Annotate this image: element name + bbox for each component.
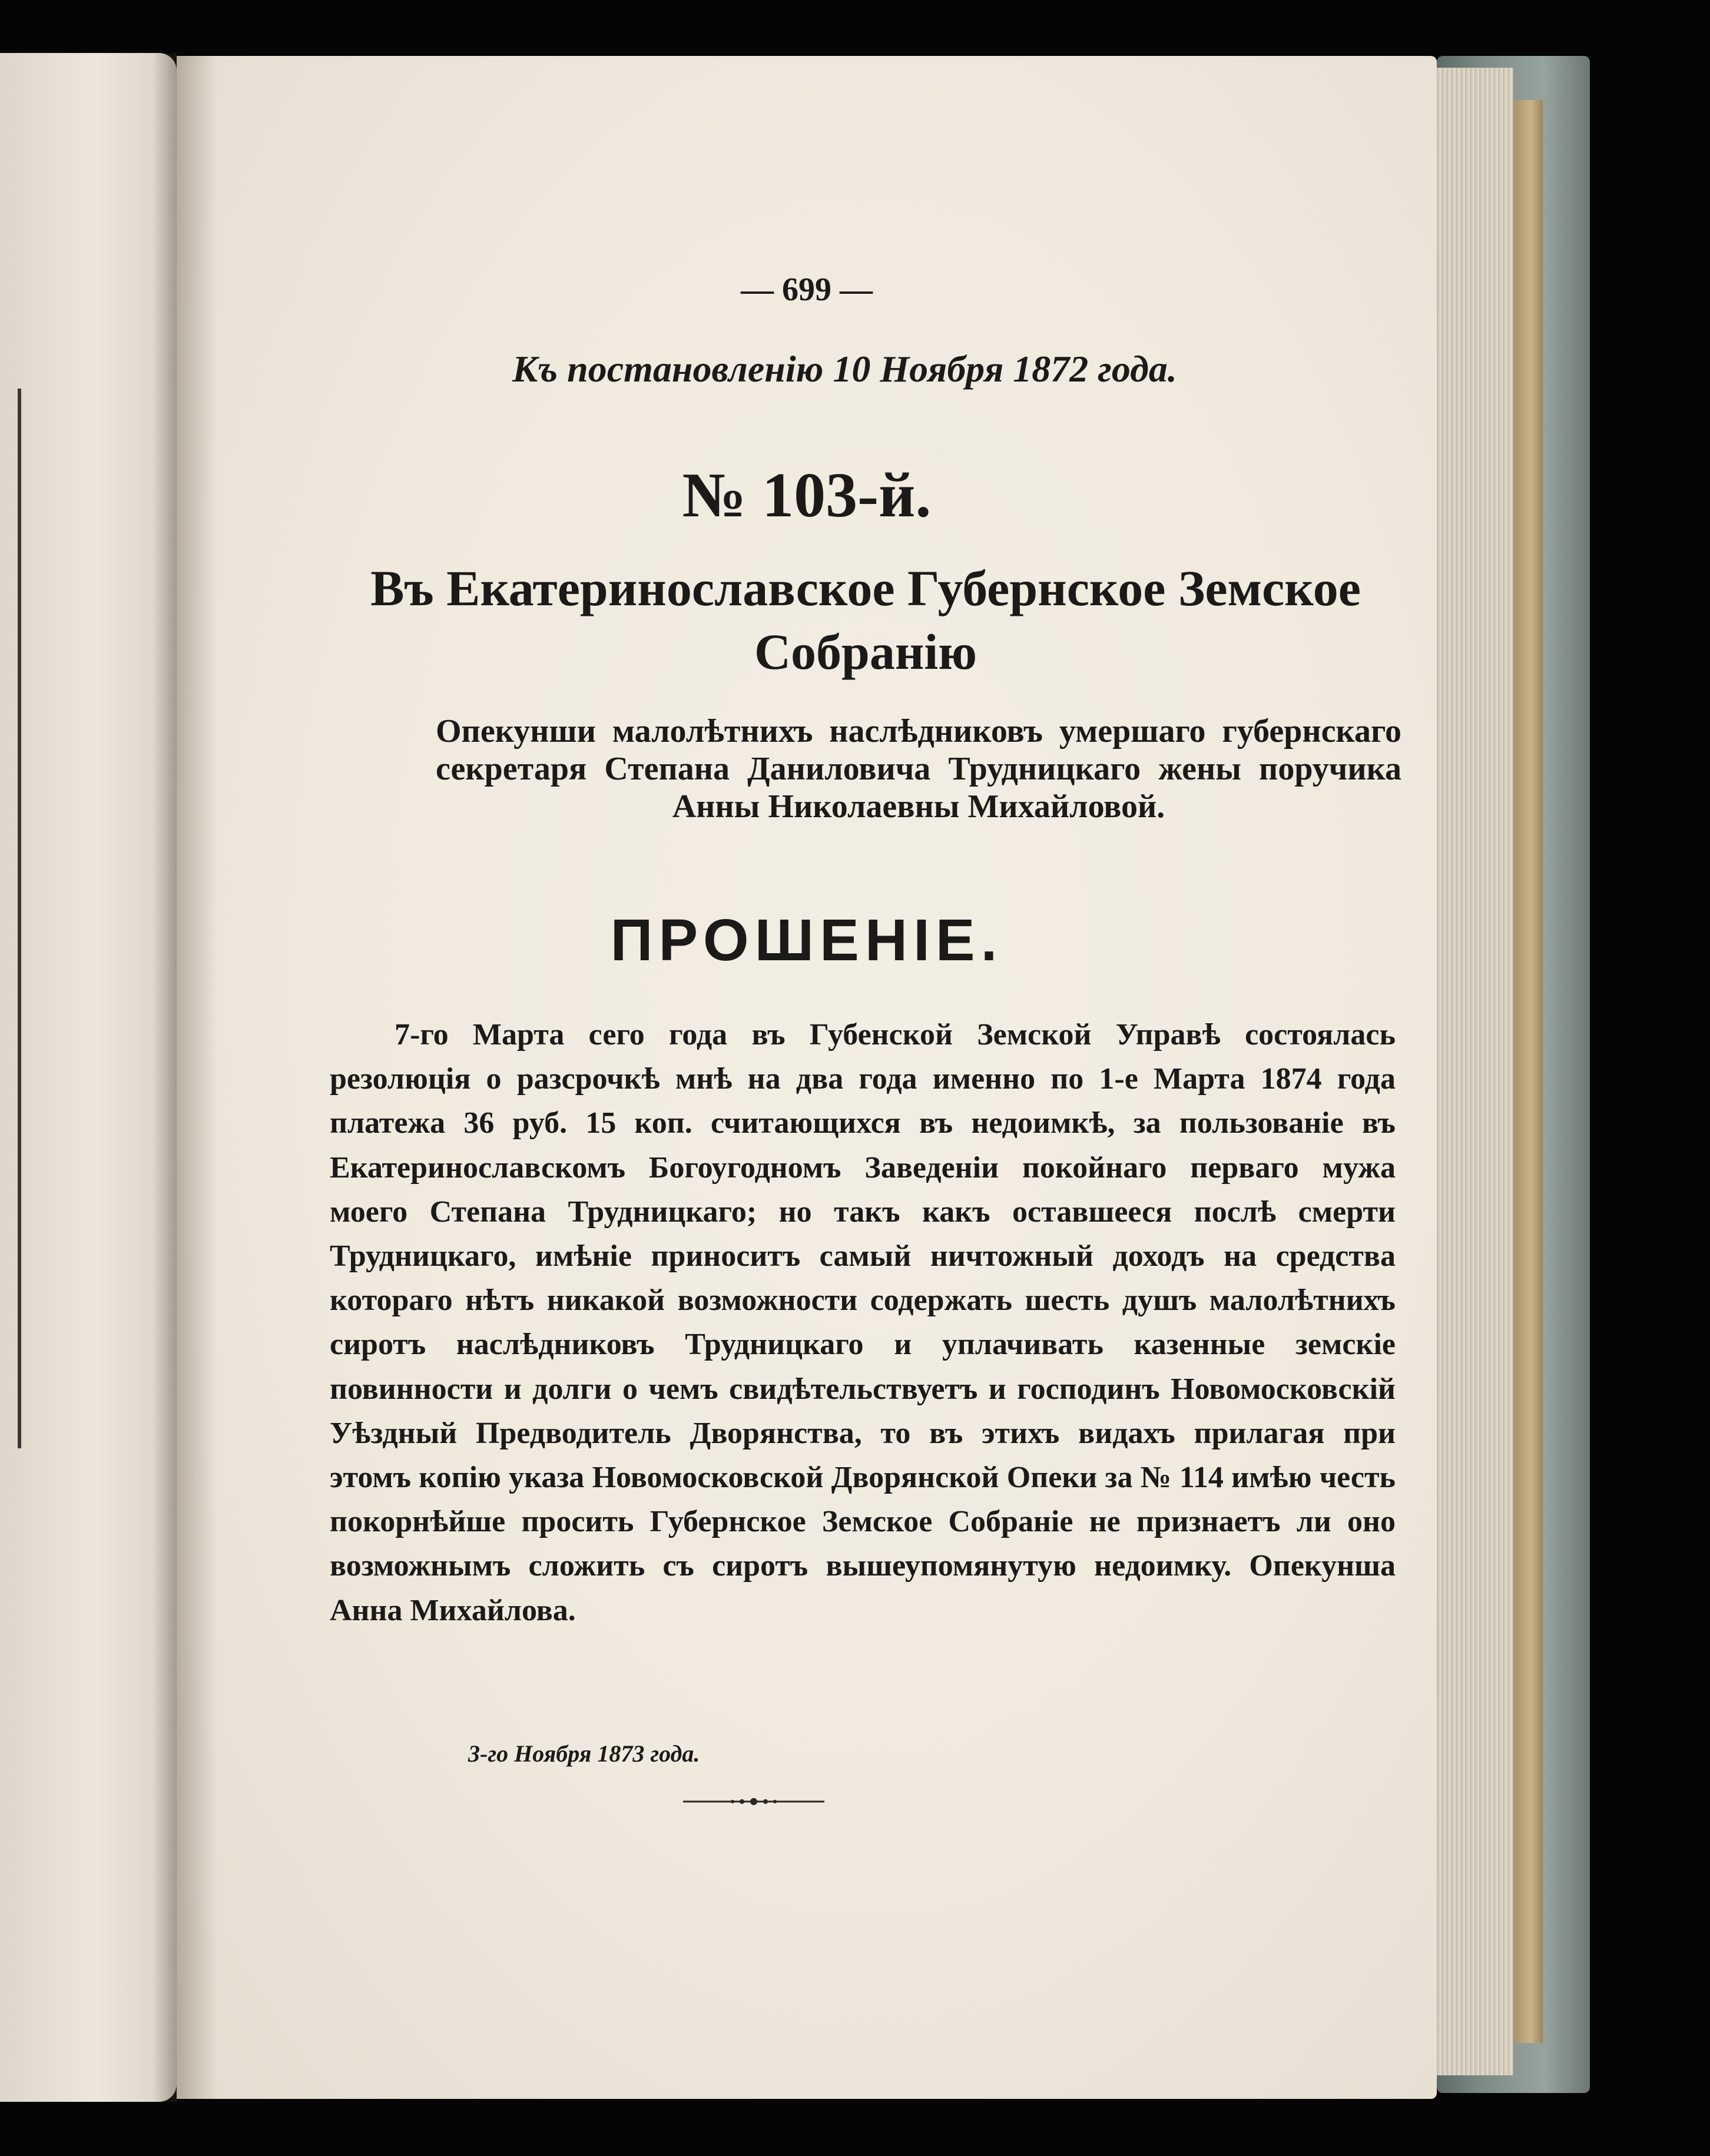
- document-number: № 103-й.: [682, 460, 932, 530]
- petition-title: ПРОШЕНІЕ.: [610, 907, 1003, 973]
- decree-heading: Къ постановленію 10 Ноября 1872 года.: [512, 348, 1177, 390]
- page-number: — 699 —: [741, 271, 873, 308]
- document-page: [177, 56, 1437, 2099]
- book-gutter: [153, 53, 177, 2102]
- facing-page-frame: [0, 389, 21, 1448]
- page-edges: [1425, 68, 1513, 2075]
- petition-body: 7-го Марта сего года въ Губенской Земской Управѣ состоялась резолюція о разсрочкѣ мнѣ на два года именно по 1-е Марта 1874 года платежа 36 руб. 15 коп. считающихся въ недоимкѣ, за пользованіе въ Екатеринославскомъ Богоугодномъ Заведеніи покойнаго перваго мужа моего Степана Трудницкаго; но такъ какъ оставшееся послѣ смерти Трудницкаго, имѣніе приноситъ самый ничтожный доходъ на средства котораго нѣтъ никакой возможности содержать шесть душъ малолѣтнихъ сиротъ наслѣдниковъ Трудницкаго и уплачивать казенные земскіе повинности и долги о чемъ свидѣтельствуетъ и господинъ Новомосковскій Уѣздный Предводитель Дворянства, то въ этихъ видахъ прилагая при этомъ копію указа Новомосковской Дворянской Опеки за № 114 имѣю честь покорнѣйше просить Губернское Земское Собраніе не признаетъ ли оно возможнымъ сложить съ сиротъ вышеупомянутую недоимку. Опекунша Анна Михайлова.: [330, 1018, 1396, 1627]
- petition-date: 3-го Ноября 1873 года.: [468, 1740, 700, 1767]
- cover-strip: [1513, 100, 1543, 2043]
- ornament-divider: [683, 1793, 824, 1810]
- facing-page: [0, 53, 177, 2102]
- addressee-heading: Въ Екатеринославское Губернское Земское Собранію: [370, 560, 1361, 680]
- petitioner-heading: Опекунши малолѣтнихъ наслѣдниковъ умершаго губернскаго секретаря Степана Даниловича Трудницкаго жены поручика Анны Николаевны Михайловой.: [436, 713, 1401, 825]
